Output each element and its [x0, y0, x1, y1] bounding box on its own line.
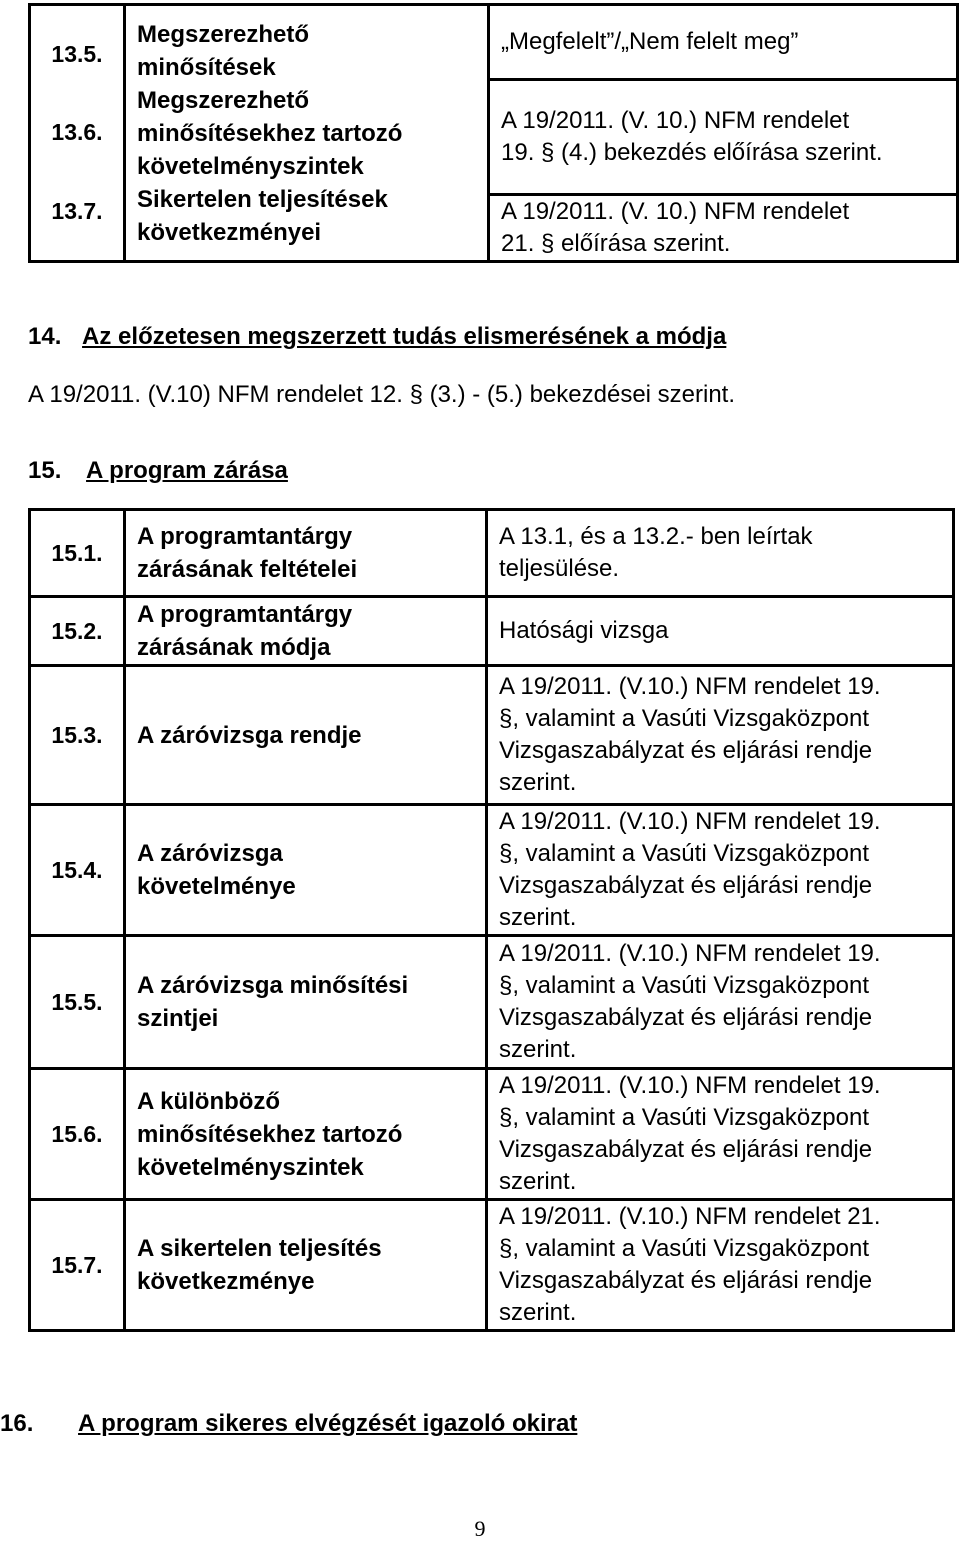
row-number: 15.4. [30, 805, 125, 936]
row-value: §, valamint a Vasúti Vizsgaközpont [499, 1104, 869, 1131]
row-label: A sikertelen teljesítés [137, 1235, 382, 1262]
row-value-cell [489, 195, 958, 262]
row-label-cell [125, 597, 487, 666]
row-label-cell [125, 1069, 487, 1200]
row-value: §, valamint a Vasúti Vizsgaközpont [499, 705, 869, 732]
row-value-cell [487, 1200, 954, 1331]
table-row [30, 1200, 954, 1331]
row-value-cell [489, 80, 958, 195]
row-number: 13.7. [51, 198, 103, 225]
row-label: követelményszintek [137, 1153, 364, 1181]
row-value-cell [487, 666, 954, 805]
row-label-cell [125, 936, 487, 1069]
row-label: A programtantárgy [137, 523, 353, 550]
row-value: A 19/2011. (V.10.) NFM rendelet 19. [499, 808, 881, 835]
row-label: A záróvizsga [137, 840, 283, 867]
section-15-heading [28, 457, 288, 485]
row-value: A 19/2011. (V. 10.) NFM rendelet [501, 198, 850, 225]
row-label: minősítésekhez tartozó [137, 1120, 403, 1148]
section-title: A program zárása [86, 457, 288, 484]
section-title: A program sikeres elvégzését igazoló okirat [78, 1410, 578, 1437]
row-value-cell [487, 510, 954, 597]
row-label: A záróvizsga rendje [137, 721, 362, 749]
row-label: követelményszintek [137, 152, 364, 180]
row-label: zárásának módja [137, 634, 331, 661]
row-label: A záróvizsga minősítési [137, 972, 409, 999]
section-14-heading [28, 323, 726, 351]
row-number: 15.7. [30, 1200, 125, 1331]
row-numbers-cell [30, 5, 125, 262]
row-label: szintjei [137, 1005, 219, 1032]
row-value: Vizsgaszabályzat és eljárási rendje [499, 737, 873, 764]
row-label: zárásának feltételei [137, 556, 358, 583]
table-row [30, 510, 954, 597]
row-value: Vizsgaszabályzat és eljárási rendje [499, 1267, 873, 1294]
row-value: A 19/2011. (V.10.) NFM rendelet 19. [499, 673, 881, 700]
row-number: 15.2. [30, 597, 125, 666]
row-number: 13.6. [51, 119, 103, 146]
row-value: A 19/2011. (V.10.) NFM rendelet 21. [499, 1203, 881, 1230]
row-value: A 13.1, és a 13.2.- ben leírtak [499, 523, 813, 550]
row-number: 13.5. [51, 40, 103, 67]
section-13-table [28, 3, 959, 263]
section-14-body: A 19/2011. (V.10) NFM rendelet 12. § (3.) - (5.) bekezdései szerint. [28, 381, 736, 408]
row-label-cell [125, 805, 487, 936]
row-label: Megszerezhető [137, 20, 310, 48]
row-value: „Megfelelt”/„Nem felelt meg” [501, 28, 799, 55]
row-label-cell [125, 1200, 487, 1331]
section-number: 14. [28, 323, 62, 350]
row-value: Hatósági vizsga [499, 617, 669, 644]
row-value-cell [489, 5, 958, 80]
row-label: következménye [137, 1268, 315, 1295]
row-value: szerint. [499, 904, 577, 931]
row-label: következményei [137, 218, 322, 246]
row-label: minősítésekhez tartozó [137, 119, 403, 147]
row-value: §, valamint a Vasúti Vizsgaközpont [499, 840, 869, 867]
row-value: szerint. [499, 1168, 577, 1195]
row-labels-cell [125, 5, 489, 262]
row-number: 15.1. [30, 510, 125, 597]
row-value-cell [487, 936, 954, 1069]
row-label: A programtantárgy [137, 601, 353, 628]
table-row [30, 936, 954, 1069]
row-value-cell [487, 805, 954, 936]
row-label-cell [125, 666, 487, 805]
section-number: 15. [28, 457, 62, 484]
row-value-cell [487, 597, 954, 666]
row-value: §, valamint a Vasúti Vizsgaközpont [499, 972, 869, 999]
row-value: szerint. [499, 1036, 577, 1063]
row-number: 15.6. [30, 1069, 125, 1200]
row-value: A 19/2011. (V.10.) NFM rendelet 19. [499, 940, 881, 967]
row-value: Vizsgaszabályzat és eljárási rendje [499, 872, 873, 899]
row-value-cell [487, 1069, 954, 1200]
section-title: Az előzetesen megszerzett tudás elismerésének a módja [82, 323, 727, 350]
row-label: követelménye [137, 873, 296, 900]
row-value: 21. § előírása szerint. [501, 230, 731, 257]
row-label: Megszerezhető [137, 86, 310, 114]
table-row [30, 805, 954, 936]
row-label: Sikertelen teljesítések [137, 185, 388, 213]
page-number: 9 [474, 1516, 486, 1541]
row-value: szerint. [499, 1299, 577, 1326]
row-value: §, valamint a Vasúti Vizsgaközpont [499, 1235, 869, 1262]
row-value: Vizsgaszabályzat és eljárási rendje [499, 1136, 873, 1163]
row-value: A 19/2011. (V. 10.) NFM rendelet [501, 107, 850, 134]
section-16-heading [0, 1410, 577, 1438]
table-row [30, 1069, 954, 1200]
row-number: 15.5. [30, 936, 125, 1069]
row-value: Vizsgaszabályzat és eljárási rendje [499, 1004, 873, 1031]
row-value: A 19/2011. (V.10.) NFM rendelet 19. [499, 1072, 881, 1099]
section-number: 16. [0, 1410, 34, 1437]
row-value: szerint. [499, 769, 577, 796]
row-number: 15.3. [30, 666, 125, 805]
section-15-table [28, 508, 955, 1332]
row-label-cell [125, 510, 487, 597]
table-row [30, 666, 954, 805]
table-row [30, 597, 954, 666]
row-label: A különböző [137, 1087, 281, 1115]
row-value: teljesülése. [499, 555, 620, 582]
row-value: 19. § (4.) bekezdés előírása szerint. [501, 139, 883, 166]
row-label: minősítések [137, 53, 276, 81]
